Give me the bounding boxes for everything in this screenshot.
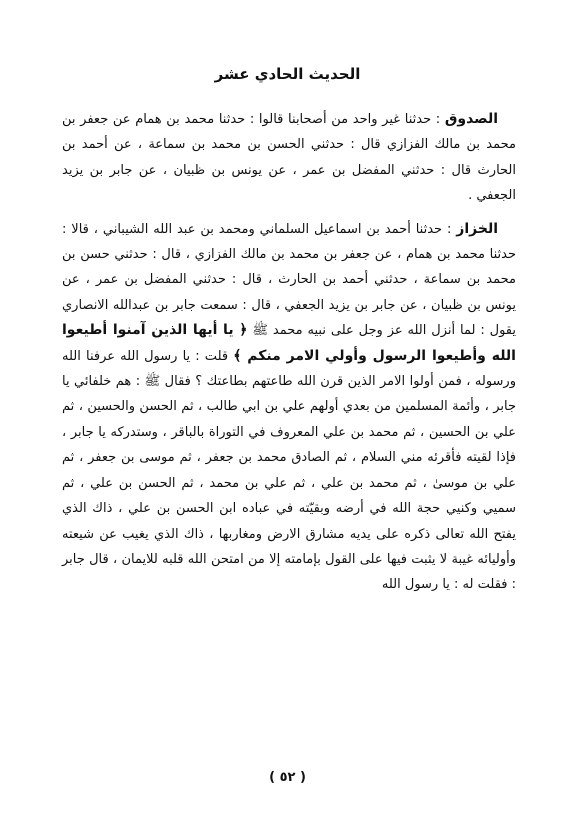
- document-body: [62, 107, 516, 604]
- quran-verse: ﴿ يا أيها الذين آمنوا أطيعوا الله وأطيعوا الرسول وأولي الامر منكم ﴾: [62, 322, 516, 364]
- paragraph-khazzaz-text-after: قلت : يا رسول الله عرفنا الله ورسوله ، فمن أولوا الامر الذين قرن الله طاعتهم بطاعتك ؟ فقال ﷺ : هم خلفائي يا جابر ، وأئمة المسلمين من بعدي أولهم علي بن ابي طالب ، ثم الحسن والحسين ، ثم علي بن الحسين ، ثم محمد بن علي المعروف في التوراة بالباقر ، وستدركه يا جابر ، فإذا لقيته فأقرئه مني السلام ، ثم الصادق محمد بن جعفر ، ثم موسى بن جعفر ، ثم علي بن موسىٰ ، ثم محمد بن علي ، ثم علي بن محمد ، ثم الحسن بن علي ، ثم سميي وكنيي حجة الله في أرضه وبقيّته في عباده ابن الحسن بن علي ، ذاك الذي يفتح الله تعالى ذكره على يديه مشارق الارض ومغاربها ، ذاك الذي يغيب عن شيعته وأوليائه غيبة لا يثبت فيها على القول بإمامته إلا من امتحن الله قلبه للايمان ، قال جابر : فقلت له : يا رسول الله: [62, 348, 516, 593]
- paragraph-sadooq: [62, 107, 516, 209]
- paragraph-sadooq-text: : حدثنا غير واحد من أصحابنا قالوا : حدثنا محمد بن همام عن جعفر بن محمد بن مالك الفزازي قال : حدثني الحسن بن محمد بن سماعة ، عن أحمد بن الحارث قال : حدثني المفضل بن عمر ، عن يونس بن ظبيان ، عن جابر بن يزيد الجعفي .: [62, 112, 516, 204]
- page-number: ( ٥٢ ): [269, 770, 306, 785]
- paragraph-khazzaz-text-before: : حدثنا أحمد بن اسماعيل السلماني ومحمد بن عبد الله الشيباني ، قالا : حدثنا محمد بن همام ، عن جعفر بن محمد بن مالك الفزازي ، قال : حدثني حسن بن محمد بن سماعة ، حدثني أحمد بن الحارث ، قال : حدثني المفضل بن عمر ، عن يونس بن ظبيان ، عن جابر بن يزيد الجعفي ، قال : سمعت جابر بن عبدالله الانصاري يقول : لما أنزل الله عز وجل على نبيه محمد ﷺ: [62, 221, 517, 339]
- paragraph-khazzaz: [62, 217, 516, 598]
- narrator-label-khazzaz: الخزاز: [456, 220, 498, 237]
- narrator-label-sadooq: الصدوق: [444, 111, 498, 127]
- page-title: الحديث الحادي عشر: [214, 65, 361, 83]
